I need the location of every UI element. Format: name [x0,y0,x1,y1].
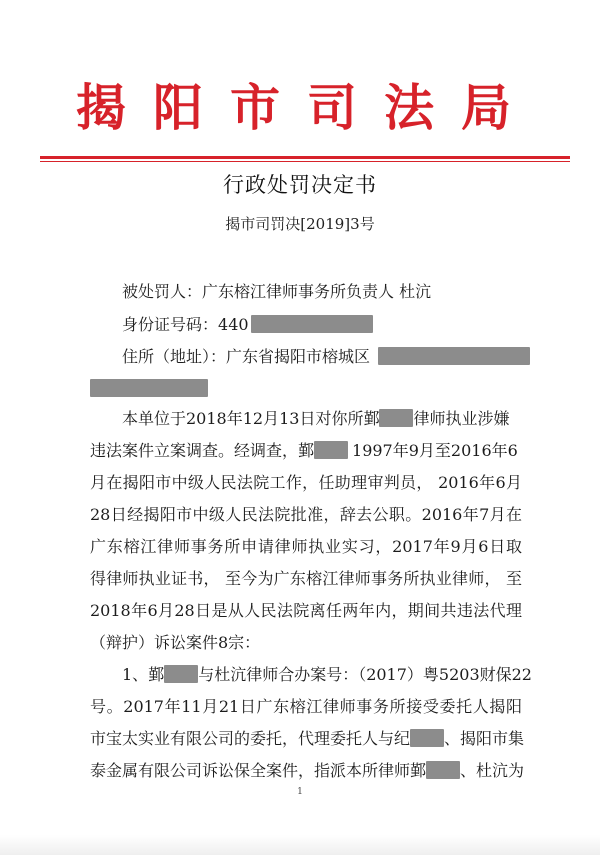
text-segment: 与杜沆律师合办案号：（2017）粤5203财保22 [198,665,532,684]
scan-bottom-edge [0,835,600,855]
paragraph-1-line-8: （辩护）诉讼案件8宗： [90,633,261,652]
party-name-label: 被处罚人： [122,282,203,301]
text-segment: 1、鄞 [122,665,165,684]
redaction-block [90,379,208,397]
text-segment: 泰金属有限公司诉讼保全案件，指派本所律师鄞 [90,761,427,780]
party-address-cont-line [90,378,208,400]
party-name-value: 广东榕江律师事务所负责人 杜沆 [202,282,432,301]
paragraph-1-line-1 [122,408,509,430]
redaction-block [378,347,530,365]
redaction-block [410,729,444,747]
document-number: 揭市司罚决[2019]3号 [225,215,375,233]
paragraph-1-line-5: 广东榕江律师事务所申请律师执业实习，2017年9月6日取 [90,537,522,556]
document-title: 行政处罚决定书 [223,173,377,197]
party-address-value: 广东省揭阳市榕城区 [226,347,371,366]
redaction-block [314,441,348,459]
paragraph-1-line-3: 月在揭阳市中级人民法院工作，任助理审判员， 2016年6月 [90,473,522,492]
text-segment: 1997年9月至2016年6 [352,441,518,460]
text-segment: 、杜沆为 [460,761,525,780]
letterhead-title: 揭阳市司法局 [76,78,538,137]
text-segment: 违法案件立案调查。经调查，鄞 [90,441,315,460]
paragraph-2-line-3 [90,728,524,750]
redaction-block [426,761,460,779]
text-segment: 市宝太实业有限公司的委托，代理委托人与纪 [90,729,411,748]
paragraph-2-line-4 [90,760,524,782]
text-segment: 本单位于2018年12月13日对你所鄞 [122,409,380,428]
paragraph-1-line-4: 28日经揭阳市中级人民法院批准，辞去公职。2016年7月在 [90,505,522,524]
party-address-label: 住所（地址）： [122,347,227,366]
letterhead-rule-thin [40,161,570,162]
paragraph-1-line-7: 2018年6月28日是从人民法院离任两年内，期间共违法代理 [90,601,522,620]
paragraph-1-line-2 [90,440,518,462]
redaction-block [164,665,198,683]
party-id-value: 440 [218,315,249,334]
redaction-block [251,315,373,333]
party-name-line [122,281,431,303]
paragraph-1-line-6: 得律师执业证书， 至今为广东榕江律师事务所执业律师， 至 [90,569,522,588]
party-address-line [122,346,530,368]
redaction-block [379,409,413,427]
page-number: 1 [297,787,303,797]
text-segment: 、揭阳市集 [444,729,525,748]
text-segment: 律师执业涉嫌 [413,409,510,428]
letterhead-rule-thick [40,156,570,159]
paragraph-2-line-1 [122,664,532,686]
paragraph-2-line-2: 号。2017年11月21日广东榕江律师事务所接受委托人揭阳 [90,697,522,716]
party-id-label: 身份证号码： [122,315,219,334]
party-id-line [122,314,373,336]
